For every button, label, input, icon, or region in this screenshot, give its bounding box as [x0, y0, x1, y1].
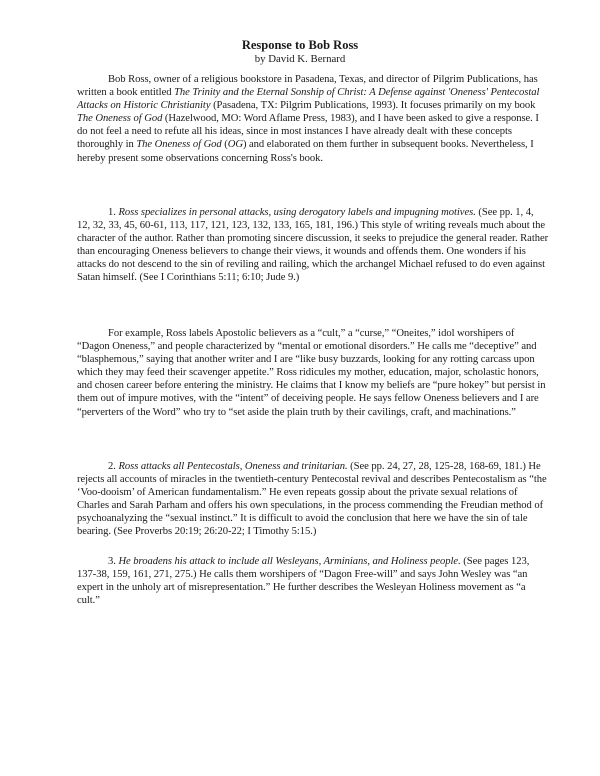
book-title-italic: The Oneness of God: [77, 113, 163, 125]
paragraph-text: (Hazelwood, MO: Word Aflame Press, 1983), and I have been asked to give a response. I do not feel a need to refute all his ideas, since in most instances I have already dealt with these concepts thoroughly in: [77, 113, 539, 151]
point-number: 3.: [108, 556, 119, 567]
paragraph-text: (See pp. 24, 27, 28, 125-28, 168-69, 181.) He rejects all accounts of miracles in the twentieth-century Pentecostal revival and describes Pentecostalism as “the ‘Voo-dooism’ of American fundamentalism.” He even repeats gossip about the private sexual relations of Charles and Sarah Parham and offers his own speculations, in the process commending the Freudian method of psychoanalyzing the “sexual instinct.” It is difficult to avoid the conclusion that here we have the sin of tale bearing. (See Proverbs 20:19; 26:20-22; I Timothy 5:15.): [77, 461, 547, 538]
point-heading-italic: He broadens his attack to include all Wesleyans, Arminians, and Holiness people.: [118, 556, 461, 567]
paragraph-text: (See pp. 1, 4, 12, 32, 33, 45, 60-61, 113, 117, 121, 123, 132, 133, 165, 181, 196.) This style of writing reveals much about the character of the author. Rather than promoting sincere discussion, it seeks to prejudice the general reader. Rather than encouraging Oneness believers to change their views, it wounds and offends them. One wonders if his attacks do not descend to the sin of reviling and railing, which the archangel Michael refused to do even against Satan himself. (See I Corinthians 5:11; 6:10; Jude 9.): [77, 207, 549, 284]
point-heading-italic: Ross specializes in personal attacks, using derogatory labels and impugning motives.: [118, 207, 476, 218]
document-title: Response to Bob Ross: [241, 38, 359, 52]
point-heading-italic: Ross attacks all Pentecostals, Oneness and trinitarian.: [118, 461, 348, 472]
paragraph-text: (: [221, 139, 228, 151]
paragraph-text: For example, Ross labels Apostolic believers as a “cult,” a “curse,” “Oneites,” idol worshipers of “Dagon Oneness,” and people characterized by “mental or emotional disorders.” He calls me “deceptive” and “blasphemous,” saying that another writer and I are “like busy buzzards, looking for any rotting carcass upon which they may feed their scavenger appetite.” Ross ridicules my mother, education, major, scholastic honors, and chosen career before entering the ministry. He claims that I know my beliefs are “pure hokey” but persist in them out of impure motives, with the “intent” of deceiving people. He says fellow Oneness believers and I are “perverters of the Word” who try to “set aside the plain truth by their cavilings, craft, and machinations.”: [77, 328, 546, 418]
paragraph-introduction: [77, 73, 549, 165]
point-number: 2.: [108, 461, 119, 472]
paragraph-text: (Pasadena, TX: Pilgrim Publications, 1993). It focuses primarily on my book: [210, 100, 536, 112]
paragraph-examples: [77, 327, 549, 419]
paragraph-text: ) and elaborated on them further in subsequent books. Nevertheless, I hereby present some observations concerning Ross's book.: [77, 139, 534, 164]
book-title-italic: The Trinity and the Eternal Sonship of Christ: A Defense against 'Oneness' Pentecostal Attacks on Historic Christianity: [77, 87, 540, 112]
paragraph-point-1: [77, 206, 549, 285]
book-title-italic: The Oneness of God: [136, 139, 222, 151]
book-abbreviation-italic: OG: [227, 139, 243, 151]
paragraph-text: Bob Ross, owner of a religious bookstore in Pasadena, Texas, and director of Pilgrim Publications, has written a book entitled: [77, 74, 538, 99]
point-number: 1.: [108, 207, 119, 218]
paragraph-point-2: [77, 460, 549, 539]
paragraph-text: (See pages 123, 137-38, 159, 161, 271, 275.) He calls them worshipers of “Dagon Free-will” and says John Wesley was “an expert in the unholy art of misrepresentation.” He further describes the Wesleyan Holiness movement as “a cult.”: [77, 556, 530, 607]
paragraph-point-3: [77, 555, 549, 607]
document-byline: by David K. Bernard: [254, 53, 346, 65]
